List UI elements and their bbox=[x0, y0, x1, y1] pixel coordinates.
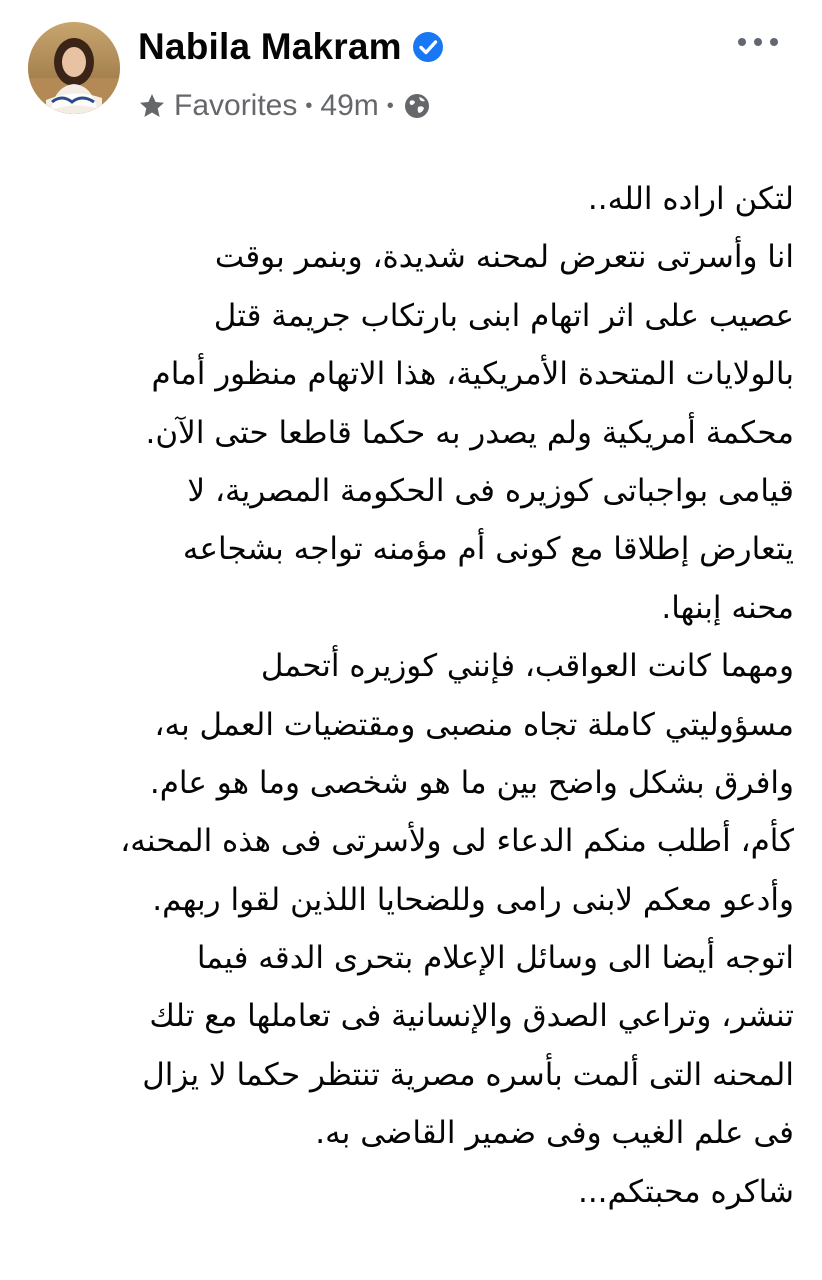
post-text-line: فى علم الغيب وفى ضمير القاضى به. bbox=[315, 1115, 794, 1152]
globe-icon bbox=[404, 93, 430, 119]
post-text-line: وأدعو معكم لابنى رامى وللضحايا اللذين لقوا ربهم. bbox=[152, 881, 794, 918]
post-header bbox=[0, 0, 822, 150]
avatar-photo bbox=[28, 22, 120, 114]
author-avatar[interactable] bbox=[28, 22, 120, 114]
more-options-dot bbox=[770, 38, 778, 46]
post-text-line: مسؤوليتي كاملة تجاه منصبى ومقتضيات العمل به، bbox=[154, 706, 794, 743]
audience-label[interactable]: Favorites bbox=[174, 89, 298, 122]
more-options-dot bbox=[754, 38, 762, 46]
post-time[interactable]: 49m bbox=[320, 89, 379, 122]
post-text-line: يتعارض إطلاقا مع كونى أم مؤمنه تواجه بشجاعه bbox=[182, 531, 794, 568]
author-row bbox=[138, 22, 444, 72]
more-options-button[interactable] bbox=[738, 30, 778, 54]
post-text-line: كأم، أطلب منكم الدعاء لى ولأسرتى فى هذه المحنه، bbox=[120, 823, 794, 860]
post-text-line: محنه إبنها. bbox=[661, 589, 794, 626]
post-text-line: وافرق بشكل واضح بين ما هو شخصى وما هو عام. bbox=[149, 764, 794, 801]
post-text-line: قيامى بواجباتى كوزيره فى الحكومة المصرية، لا bbox=[187, 472, 794, 509]
post-meta bbox=[138, 84, 430, 128]
post-text-line: عصيب على اثر اتهام ابنى بارتكاب جريمة قتل bbox=[213, 297, 794, 334]
post-text-line: شاكره محبتكم... bbox=[577, 1173, 794, 1210]
verified-badge-icon bbox=[412, 31, 444, 63]
post-text-line: اتوجه أيضا الى وسائل الإعلام بتحرى الدقه فيما bbox=[196, 940, 794, 977]
post-text-line: محكمة أمريكية ولم يصدر به حكما قاطعا حتى الآن. bbox=[145, 414, 794, 451]
more-options-dot bbox=[738, 38, 746, 46]
post-text bbox=[30, 170, 794, 1221]
post-text-line: بالولايات المتحدة الأمريكية، هذا الاتهام منظور أمام bbox=[151, 356, 794, 393]
author-name[interactable]: Nabila Makram bbox=[138, 26, 402, 67]
star-icon bbox=[138, 92, 166, 120]
post-text-line: ومهما كانت العواقب، فإنني كوزيره أتحمل bbox=[260, 648, 794, 685]
post-text-line: لتكن اراده الله.. bbox=[587, 181, 794, 217]
post-text-line: انا وأسرتى نتعرض لمحنه شديدة، وبنمر بوقت bbox=[214, 239, 794, 276]
post-text-line: المحنه التى ألمت بأسره مصرية تنتظر حكما لا يزال bbox=[142, 1056, 794, 1093]
meta-separator: • bbox=[386, 94, 394, 117]
meta-separator: • bbox=[305, 94, 313, 117]
post-text-line: تنشر، وتراعي الصدق والإنسانية فى تعاملها مع تلك bbox=[149, 998, 794, 1035]
